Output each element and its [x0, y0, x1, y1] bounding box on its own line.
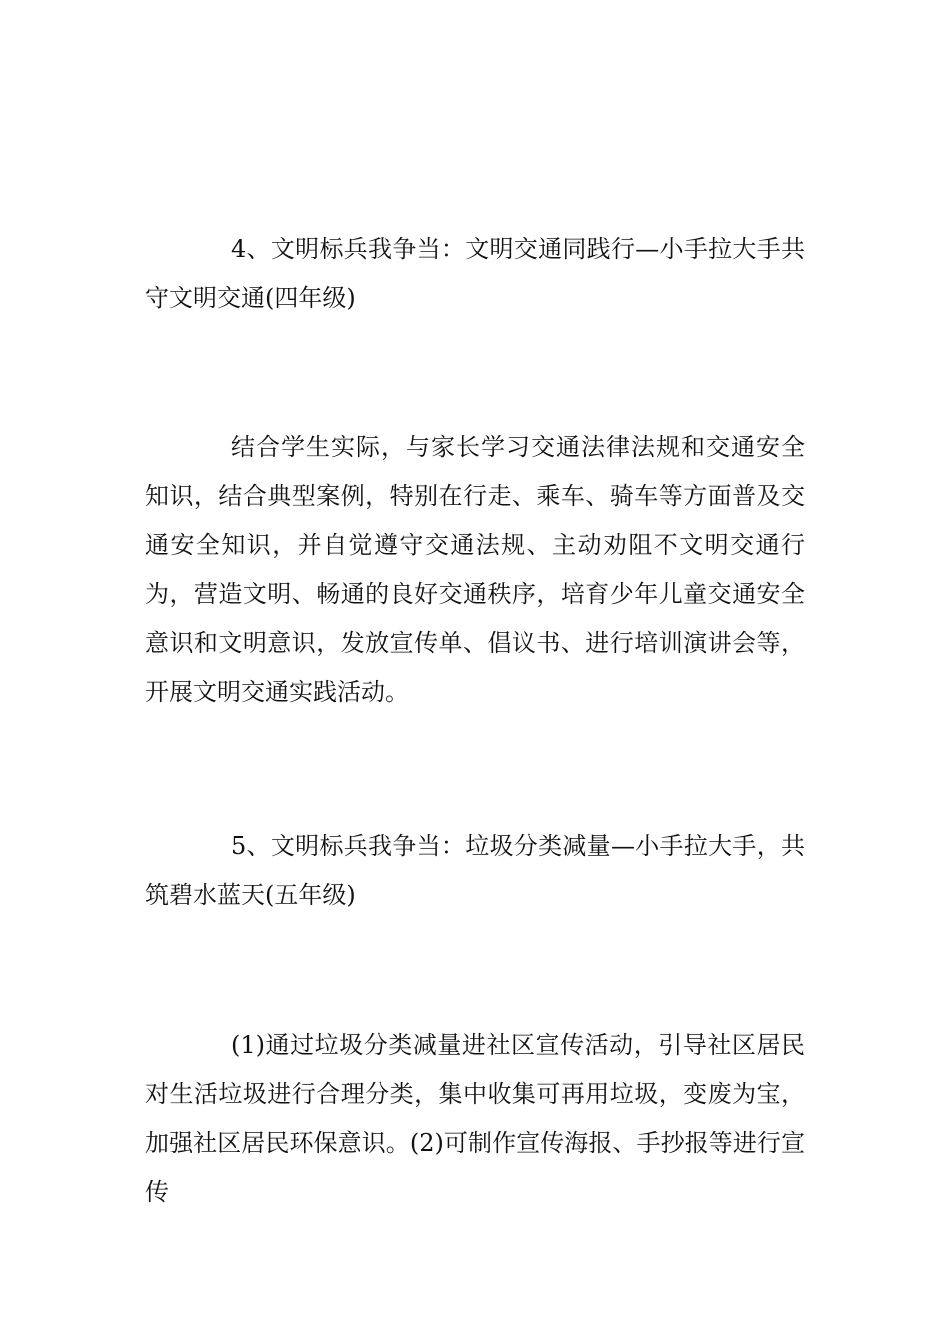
section-heading-4: 4、文明标兵我争当：文明交通同践行—小手拉大手共守文明交通(四年级)	[145, 235, 805, 312]
section-body-4: 结合学生实际，与家长学习交通法律法规和交通安全知识，结合典型案例，特别在行走、乘车、骑车等方面普及交通安全知识，并自觉遵守交通法规、主动劝阻不文明交通行为，营造文明、畅通的良好交通秩序，培育少年儿童交通安全意识和文明意识，发放宣传单、倡议书、进行培训演讲会等，开展文明交通实践活动。	[145, 433, 805, 706]
section-body-5: (1)通过垃圾分类减量进社区宣传活动，引导社区居民对生活垃圾进行合理分类，集中收集可再用垃圾，变废为宝，加强社区居民环保意识。(2)可制作宣传海报、手抄报等进行宣传	[145, 1031, 805, 1206]
section-heading-5: 5、文明标兵我争当：垃圾分类减量—小手拉大手，共筑碧水蓝天(五年级)	[145, 832, 805, 909]
